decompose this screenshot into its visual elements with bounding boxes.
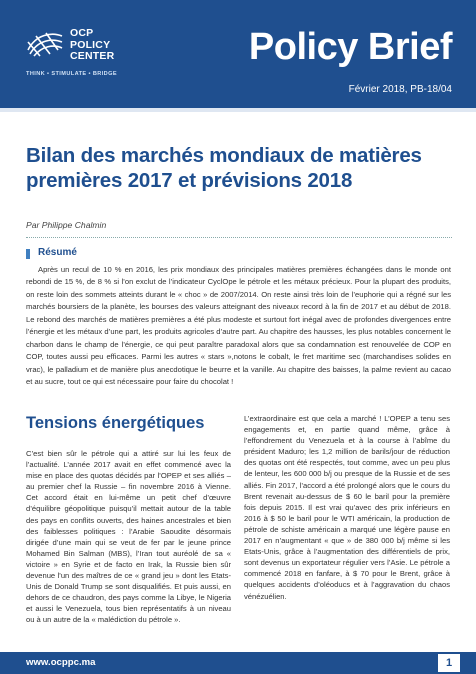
header-banner	[0, 0, 476, 112]
org-name-line-1: OCP	[70, 27, 94, 39]
tagline: THINK • STIMULATE • BRIDGE	[26, 71, 117, 77]
org-name-line-3: CENTER	[70, 50, 115, 62]
resume-marker	[26, 249, 30, 259]
body-column-right: L’extraordinaire est que cela a marché ! L’OPEP a tenu ses engagements et, en partie quand même, grâce à l’effondrement du Venezuela et à la course à l’abîme du président Maduro; les 1,2 million de barils/jour de réduction des quotas ont été respectés, tout comme, avec un peu plus de lenteur, les 600 000 b/j ou presque de la Russie et de ses alliés. Fin 2017, l’accord a été prolongé alors que le cours du Brent revenait au-dessus de $ 60 le baril pour la première fois depuis 2015. Il est vrai qu’avec des prix inférieurs en 2016 à $ 50 le baril pour le WTI américain, la production de pétrole de schiste américain a marqué une légère pause en 2017 en n’augmentant « que » de 380 000 b/j même si les Etats-Unis, grâce à l’augmentation des différentiels de prix, sont devenus un exportateur régulier vers l’Asie. Le pétrole a commencé 2018 en fanfare, à $ 70 pour le Brent, grâce à quelques accidents d’oléoducs et à l’aggravation du chaos vénézuélien.	[244, 414, 450, 601]
resume-paragraph: Après un recul de 10 % en 2016, les prix mondiaux des principales matières premières échangées dans le monde ont rebondi de 15 %, de 8 % si l’on exclut de l’indicateur CyclOpe le pétrole et les métaux précieux. Pour la plupart des produits, on reste loin des sommets atteints durant le « choc » de 2007/2014. On reste ainsi très loin de l’euphorie qui a régné sur les marchés boursiers de la planète, les bourses des valeurs atteignant des niveaux record à la fin de 2017 et au début de 2018. Le rebond des marchés de matières premières a été plus modeste et surtout fort inégal avec de profondes divergences entre l’énergie et les métaux d’une part, les produits agricoles d’autre part. Au chapitre des hausses, les plus notables concernent le charbon dans le champ de l’énergie, ce qui peut paraître paradoxal alors que sa condamnation est renouvelée de COP en COP, toutes aussi peu efficaces. Parmi les autres « stars »,notons le cobalt, le fret maritime sec (marchandises solides en vrac), le palladium et de manière plus anecdotique le beurre et la vanille. Au chapitre des baisses, la palme revient au cacao et au sucre, tout ce qui est nécessaire pour faire du chocolat !	[26, 265, 451, 387]
header-stripe	[0, 108, 476, 112]
page-number: 1	[438, 654, 460, 672]
article-title	[26, 144, 456, 193]
resume-heading: Résumé	[38, 247, 77, 258]
publication-title: Policy Brief	[248, 26, 452, 68]
org-name-line-2: POLICY	[70, 38, 111, 51]
divider	[26, 237, 452, 238]
organization-name	[70, 28, 114, 63]
section-heading: Tensions énergétiques	[26, 414, 205, 432]
author-byline: Par Philippe Chalmin	[26, 220, 107, 230]
publication-dateline: Février 2018, PB-18/04	[348, 84, 452, 95]
footer-bar	[0, 652, 476, 674]
article-title-line-2: premières 2017 et prévisions 2018	[26, 168, 353, 192]
article-title-line-1: Bilan des marchés mondiaux de matières	[26, 144, 422, 167]
website-link[interactable]: www.ocppc.ma	[26, 657, 96, 668]
ocp-globe-logo-icon	[24, 28, 64, 58]
body-column-left: C’est bien sûr le pétrole qui a attiré sur lui les feux de l’actualité. L’année 2017 avait en effet commencé avec la mise en place des quotas décidés par l’OPEP et ses alliés – au premier chef la Russie – fin novembre 2016 à Vienne. Cet accord était en lui-même un petit chef d’œuvre d’équilibre géopolitique puisqu’il mettait autour de la table des pays en conflits ouverts, des haines ancestrales et bien des faiblesses politiques : l’Arabie Saoudite désormais dirigée d’une main qui se veut de fer par le jeune prince Mohamed Bin Salman (MBS), l’Iran tout auréolé de sa « victoire » en Syrie et de facto en Irak, la Russie bien sûr devenue l’un des maîtres de ce « grand jeu » dont les Etats-Unis de Donald Trump se sont disqualifiés. Et puis aussi, en dehors de ce chaudron, des pays comme la Libye, le Nigeria et aussi le Venezuela, tous bien représentatifs à un niveau ou à un autre de la « malédiction du pétrole ».	[26, 449, 231, 625]
